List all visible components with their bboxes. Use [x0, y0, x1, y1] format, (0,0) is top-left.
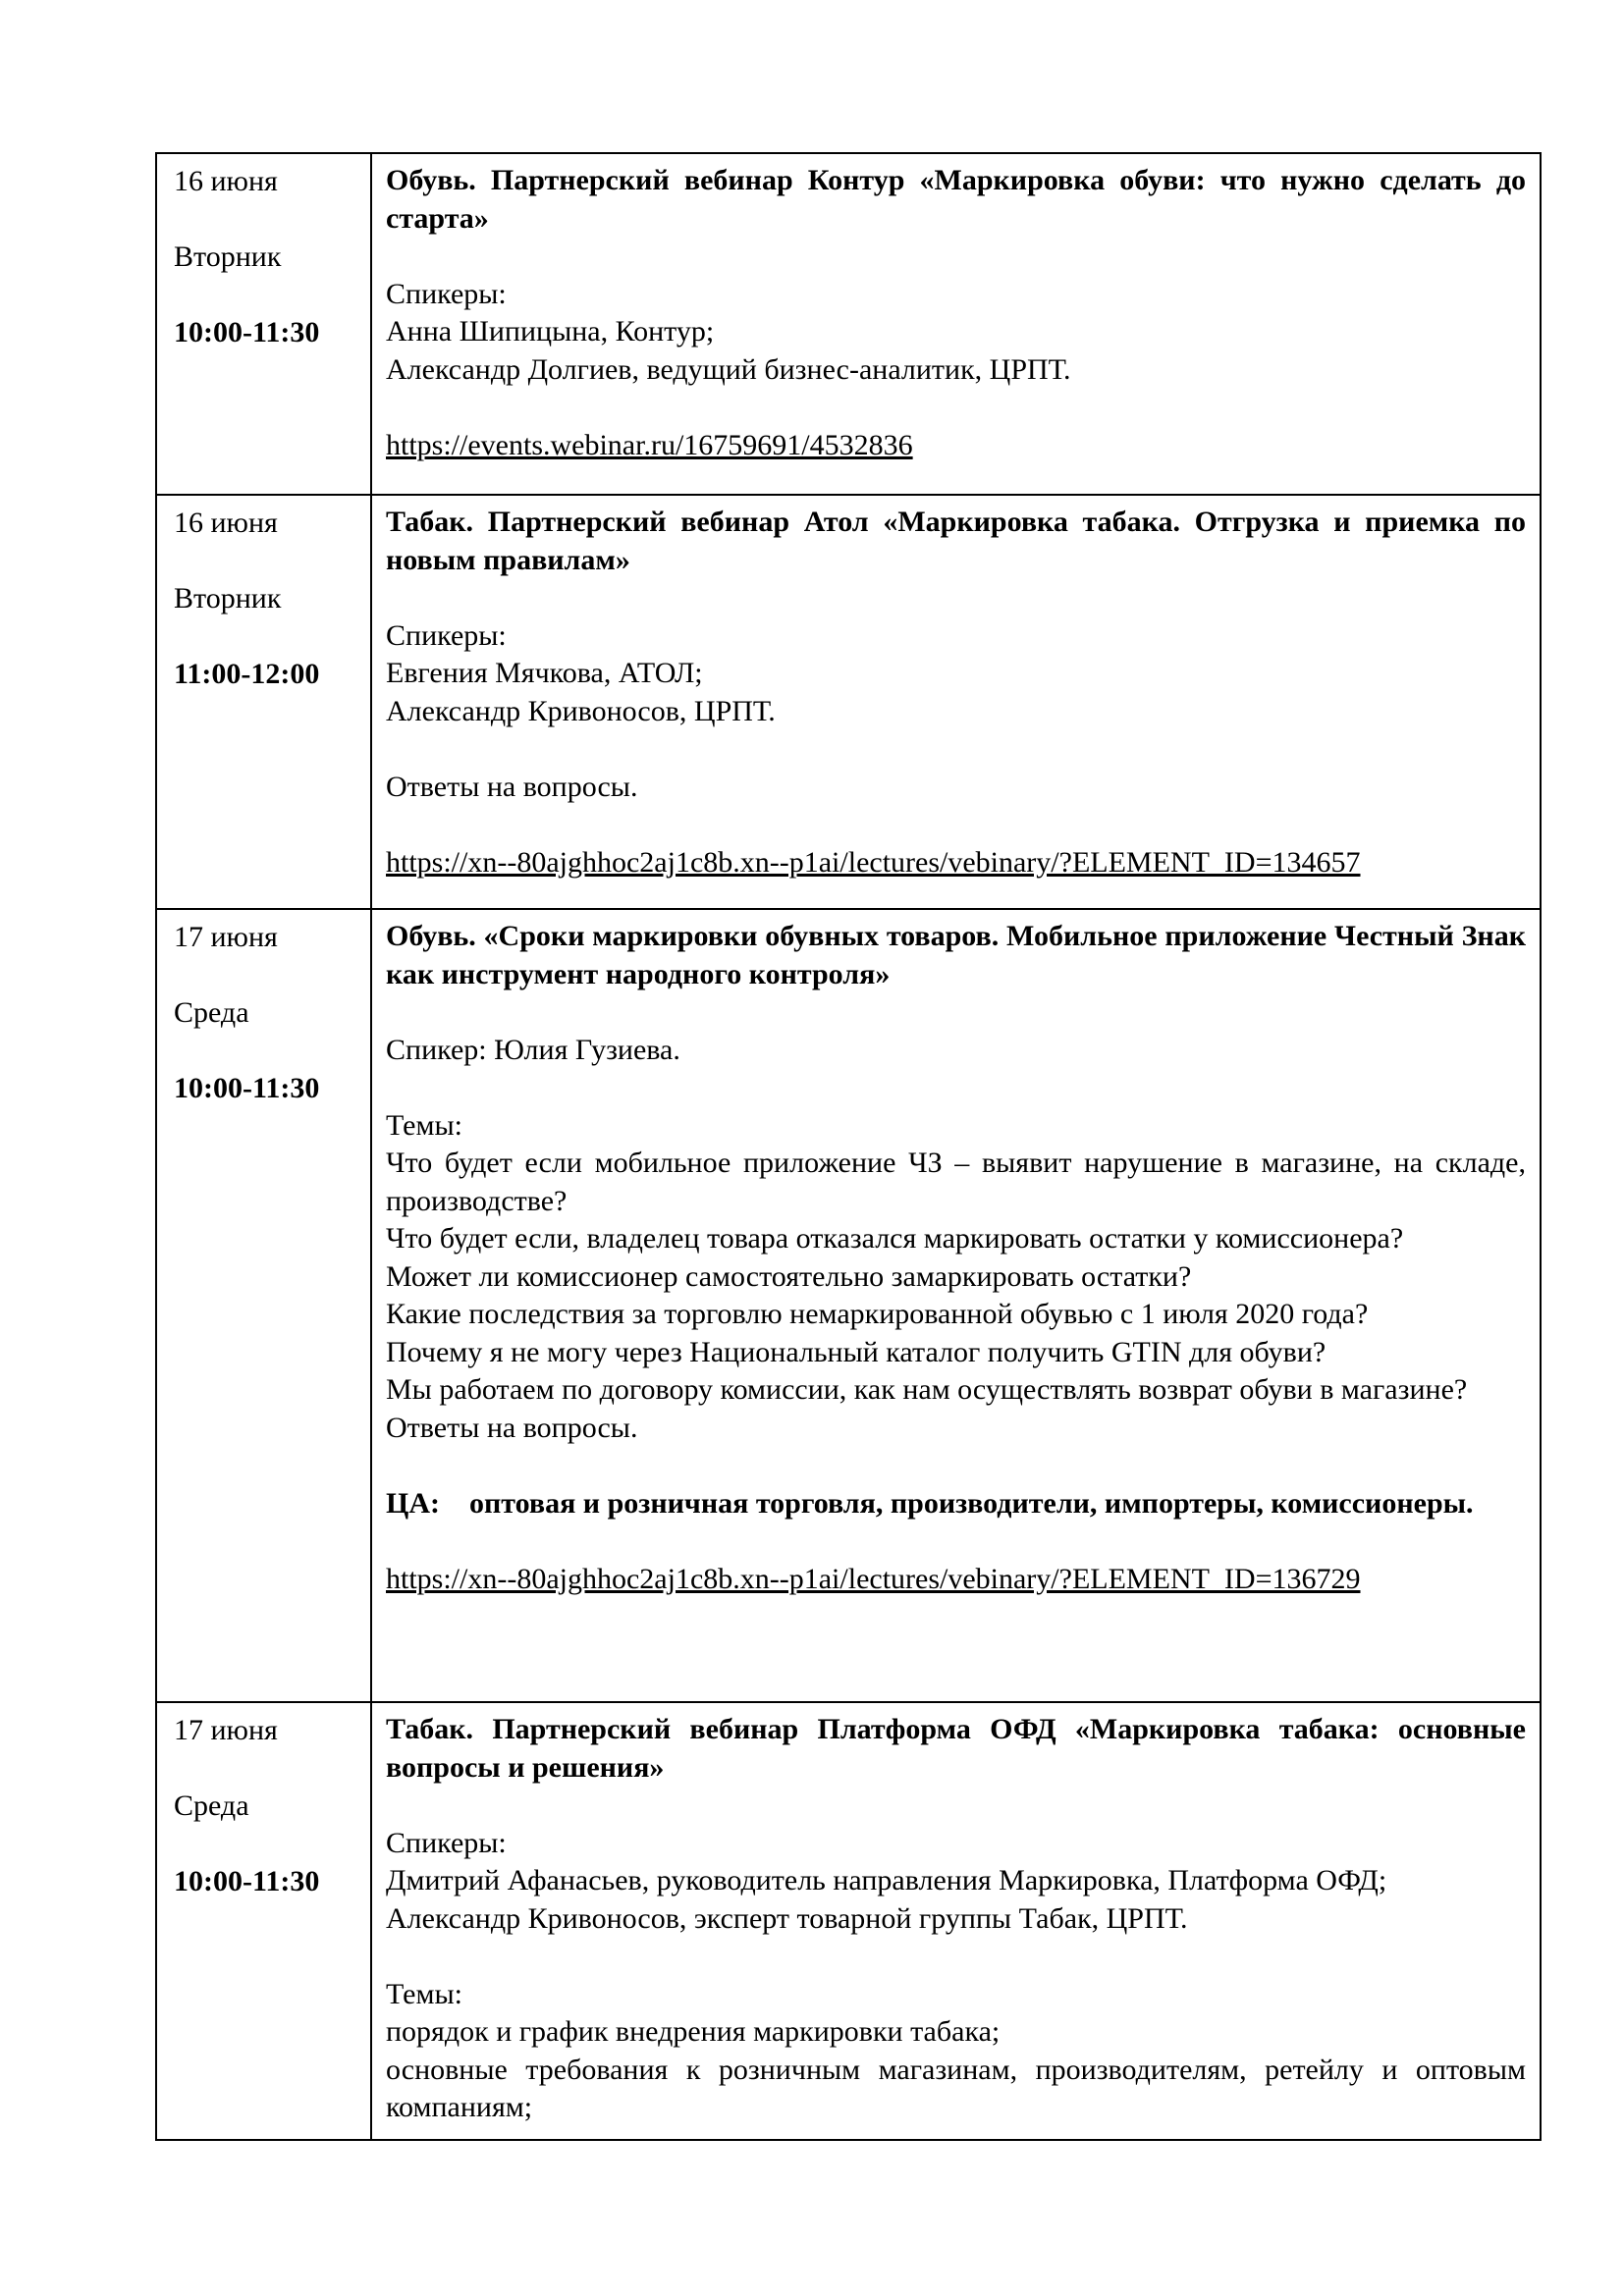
table-row	[156, 909, 1541, 1702]
speaker-line: Александр Кривоносов, ЦРПТ.	[386, 694, 776, 727]
event-time: 10:00-11:30	[174, 1072, 320, 1104]
event-weekday: Среда	[174, 996, 249, 1029]
event-date: 17 июня	[174, 921, 278, 953]
speakers-label: Спикеры:	[386, 277, 507, 310]
event-details	[371, 909, 1541, 1702]
webinar-link[interactable]: https://xn--80ajghhoc2aj1c8b.xn--p1ai/lectures/vebinary/?ELEMENT_ID=136729	[386, 1562, 1361, 1595]
date-cell	[156, 1702, 371, 2140]
speaker-line: Дмитрий Афанасьев, руководитель направления Маркировка, Платформа ОФД;	[386, 1864, 1387, 1896]
event-time: 10:00-11:30	[174, 1865, 320, 1897]
target-audience	[386, 1485, 1526, 1523]
event-details	[371, 153, 1541, 495]
speakers-label: Спикеры:	[386, 1826, 507, 1859]
event-time: 10:00-11:30	[174, 316, 320, 348]
speaker-line: Спикер: Юлия Гузиева.	[386, 1033, 680, 1066]
audience-label: ЦА:	[386, 1486, 440, 1520]
event-weekday: Вторник	[174, 240, 282, 273]
topic-item: Что будет если, владелец товара отказался маркировать остатки у комиссионера?	[386, 1222, 1404, 1255]
speakers-label: Спикеры:	[386, 618, 507, 652]
topic-item: основные требования к розничным магазинам, производителям, ретейлу и оптовым компаниям;	[386, 2053, 1526, 2123]
date-cell	[156, 909, 371, 1702]
event-title: Табак. Партнерский вебинар Атол «Маркировка табака. Отгрузка и приемка по новым правилам»	[386, 506, 1526, 576]
date-cell	[156, 495, 371, 909]
date-cell	[156, 153, 371, 495]
speaker-line: Анна Шипицына, Контур;	[386, 315, 715, 347]
table-row	[156, 153, 1541, 495]
topic-item: Что будет если мобильное приложение ЧЗ – выявит нарушение в магазине, на складе, производстве?	[386, 1147, 1526, 1217]
topics-label: Темы:	[386, 1108, 462, 1142]
webinar-link[interactable]: https://events.webinar.ru/16759691/4532836	[386, 428, 913, 461]
topic-item: порядок и график внедрения маркировки табака;	[386, 2015, 1001, 2048]
event-time: 11:00-12:00	[174, 658, 320, 690]
topics-label: Темы:	[386, 1977, 462, 2010]
event-weekday: Среда	[174, 1789, 249, 1822]
topic-item: Какие последствия за торговлю немаркированной обувью с 1 июля 2020 года?	[386, 1298, 1369, 1330]
table-row	[156, 1702, 1541, 2140]
event-date: 16 июня	[174, 165, 278, 197]
event-note: Ответы на вопросы.	[386, 770, 638, 803]
topic-item: Может ли комиссионер самостоятельно замаркировать остатки?	[386, 1259, 1192, 1293]
table-row	[156, 495, 1541, 909]
event-weekday: Вторник	[174, 582, 282, 614]
event-date: 16 июня	[174, 507, 278, 539]
schedule-table	[155, 152, 1542, 2141]
topic-item: Мы работаем по договору комиссии, как нам осуществлять возврат обуви в магазине?	[386, 1373, 1468, 1406]
webinar-link[interactable]: https://xn--80ajghhoc2aj1c8b.xn--p1ai/lectures/vebinary/?ELEMENT_ID=134657	[386, 845, 1361, 879]
speaker-line: Александр Долгиев, ведущий бизнес-аналитик, ЦРПТ.	[386, 352, 1071, 386]
event-details	[371, 1702, 1541, 2140]
event-title: Табак. Партнерский вебинар Платформа ОФД «Маркировка табака: основные вопросы и решения»	[386, 1713, 1526, 1784]
topic-item: Ответы на вопросы.	[386, 1411, 638, 1444]
event-title: Обувь. «Сроки маркировки обувных товаров. Мобильное приложение Честный Знак как инструмент народного контроля»	[386, 920, 1526, 990]
speaker-line: Евгения Мячкова, АТОЛ;	[386, 657, 703, 689]
event-details	[371, 495, 1541, 909]
event-date: 17 июня	[174, 1714, 278, 1746]
speaker-line: Александр Кривоносов, эксперт товарной группы Табак, ЦРПТ.	[386, 1901, 1188, 1935]
topic-item: Почему я не могу через Национальный каталог получить GTIN для обуви?	[386, 1335, 1326, 1368]
event-title: Обувь. Партнерский вебинар Контур «Маркировка обуви: что нужно сделать до старта»	[386, 164, 1526, 235]
audience-text: оптовая и розничная торговля, производители, импортеры, комиссионеры.	[469, 1486, 1474, 1520]
